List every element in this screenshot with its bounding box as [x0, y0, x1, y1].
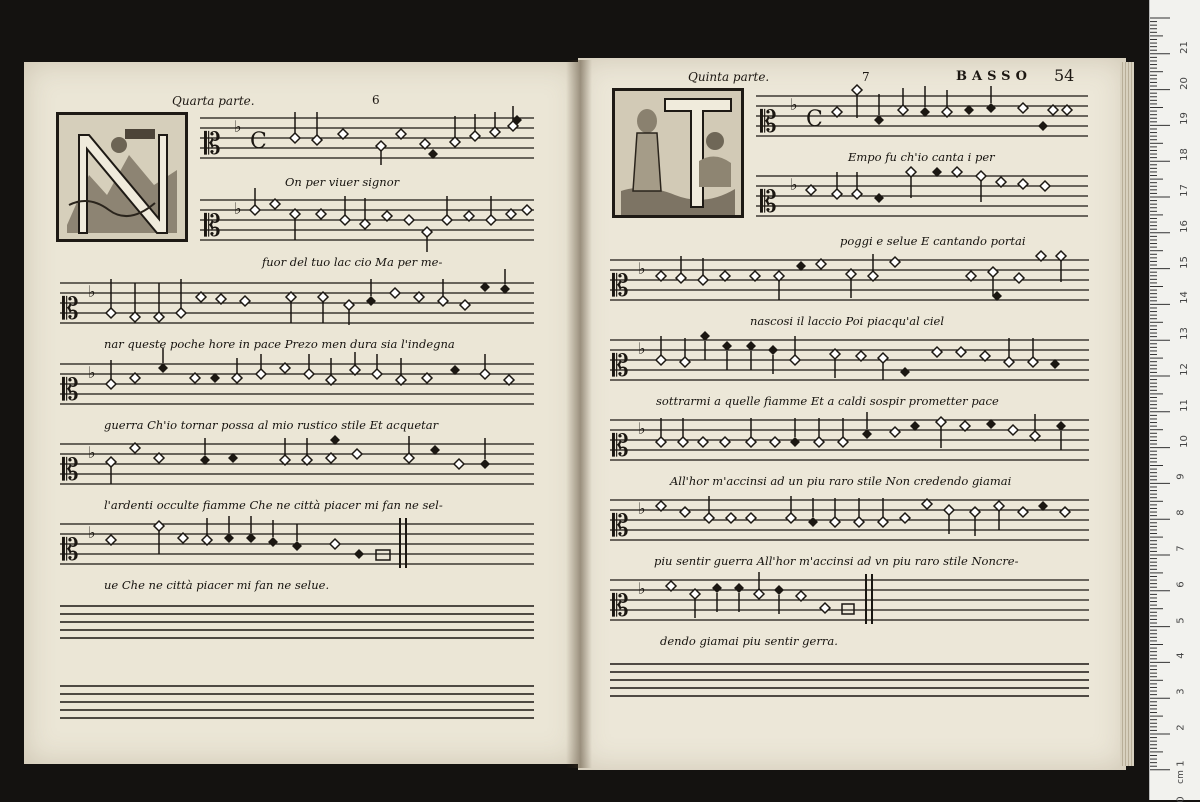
right-staff-6 — [610, 492, 1090, 547]
right-page-number: 7 — [862, 70, 870, 84]
svg-text:𝄡: 𝄡 — [760, 105, 777, 140]
ruler-number: 9 — [1175, 473, 1187, 481]
ruler-number: 15 — [1178, 255, 1190, 269]
ruler-number: 21 — [1178, 40, 1190, 54]
measurement-ruler — [1149, 0, 1200, 800]
right-staff-7 — [610, 572, 1090, 627]
svg-text:♭: ♭ — [88, 523, 96, 542]
folio-number: 54 — [1054, 66, 1075, 85]
right-lyric-1: Empo fu ch'io canta i per — [848, 150, 995, 164]
svg-text:𝄡: 𝄡 — [62, 453, 79, 488]
ruler-number: 16 — [1178, 219, 1190, 233]
ruler-ticks — [1150, 0, 1200, 800]
ruler-number: 2 — [1175, 724, 1187, 731]
decorated-initial-n — [56, 112, 188, 242]
ruler-number: 17 — [1178, 184, 1190, 197]
svg-text:♭: ♭ — [88, 443, 96, 462]
svg-text:𝄡: 𝄡 — [612, 269, 629, 304]
left-lyric-3: nar queste poche hore in pace Prezo men dura sia l'indegna — [104, 337, 455, 351]
left-lyric-1: On per viuer signor — [285, 175, 400, 189]
svg-text:𝄡: 𝄡 — [204, 127, 221, 162]
left-staff-6 — [60, 516, 535, 571]
svg-text:𝄡: 𝄡 — [62, 292, 79, 327]
svg-text:♭: ♭ — [234, 199, 242, 218]
left-part-header: Quarta parte. — [172, 94, 255, 108]
svg-text:♭: ♭ — [638, 419, 646, 438]
voice-header: BASSO — [956, 69, 1032, 84]
svg-text:𝄡: 𝄡 — [760, 185, 777, 220]
svg-text:♭: ♭ — [88, 282, 96, 301]
svg-text:♭: ♭ — [790, 95, 798, 114]
ruler-number: 20 — [1178, 76, 1190, 90]
left-staff-3 — [60, 275, 535, 330]
right-staff-2 — [756, 168, 1089, 223]
ruler-number: 7 — [1175, 545, 1187, 552]
ruler-number: 19 — [1178, 112, 1190, 126]
ruler-number: 5 — [1175, 616, 1187, 624]
svg-text:𝄡: 𝄡 — [612, 349, 629, 384]
left-staff-2 — [200, 192, 535, 247]
page-edges — [1120, 62, 1134, 766]
right-lyric-4: sottrarmi a quelle fiamme Et a caldi sospir prometter pace — [656, 394, 999, 408]
left-lyric-6: ue Che ne città piacer mi fan ne selue. — [104, 578, 330, 592]
svg-text:♭: ♭ — [638, 259, 646, 278]
right-staff-5 — [610, 412, 1090, 467]
ruler-number: 3 — [1175, 688, 1187, 695]
svg-text:𝄡: 𝄡 — [612, 509, 629, 544]
ruler-number: 10 — [1178, 434, 1190, 448]
left-lyric-2: fuor del tuo lac cio Ma per me- — [262, 255, 443, 269]
ruler-number: 11 — [1178, 398, 1190, 412]
ruler-number: 6 — [1175, 581, 1187, 588]
right-lyric-7: dendo giamai piu sentir gerra. — [660, 634, 838, 648]
right-staff-1 — [756, 88, 1089, 143]
right-staff-4 — [610, 332, 1090, 387]
right-lyric-3: nascosi il laccio Poi piacqu'al ciel — [750, 314, 945, 328]
ruler-number: 14 — [1178, 291, 1190, 305]
ruler-unit-label: cm — [1175, 770, 1186, 784]
svg-text:C: C — [250, 129, 267, 154]
svg-text:♭: ♭ — [88, 363, 96, 382]
svg-text:♭: ♭ — [790, 175, 798, 194]
ruler-number: 13 — [1178, 327, 1190, 341]
decorated-initial-t — [612, 88, 744, 218]
svg-text:♭: ♭ — [234, 117, 242, 136]
right-lyric-6: piu sentir guerra All'hor m'accinsi ad vn piu raro stile Noncre- — [654, 554, 1019, 568]
svg-text:𝄡: 𝄡 — [62, 373, 79, 408]
svg-text:𝄡: 𝄡 — [612, 429, 629, 464]
left-lyric-5: l'ardenti occulte fiamme Che ne città piacer mi fan ne sel- — [104, 498, 443, 512]
ruler-number: 0 — [1175, 795, 1187, 802]
svg-text:𝄡: 𝄡 — [62, 533, 79, 568]
ruler-number: 4 — [1175, 652, 1187, 660]
left-empty-staves — [60, 602, 535, 722]
ruler-number: 12 — [1178, 363, 1190, 376]
left-staff-4 — [60, 356, 535, 411]
ruler-number: 1 — [1175, 760, 1187, 767]
svg-text:𝄡: 𝄡 — [612, 589, 629, 624]
svg-text:♭: ♭ — [638, 579, 646, 598]
right-empty-staff — [610, 660, 1090, 710]
left-page-number: 6 — [372, 93, 380, 107]
svg-text:♭: ♭ — [638, 499, 646, 518]
svg-text:C: C — [806, 107, 823, 132]
right-lyric-5: All'hor m'accinsi ad un piu raro stile Non credendo giamai — [670, 474, 1012, 488]
book-gutter — [566, 60, 592, 768]
right-part-header: Quinta parte. — [688, 70, 770, 84]
ruler-number: 8 — [1175, 509, 1187, 516]
svg-text:𝄡: 𝄡 — [204, 209, 221, 244]
right-staff-3 — [610, 252, 1090, 307]
left-staff-1 — [200, 110, 535, 165]
left-lyric-4: guerra Ch'io tornar possa al mio rustico stile Et acquetar — [104, 418, 439, 432]
ruler-number: 18 — [1178, 148, 1190, 162]
svg-text:♭: ♭ — [638, 339, 646, 358]
right-lyric-2: poggi e selue E cantando portai — [840, 234, 1026, 248]
left-staff-5 — [60, 436, 535, 491]
